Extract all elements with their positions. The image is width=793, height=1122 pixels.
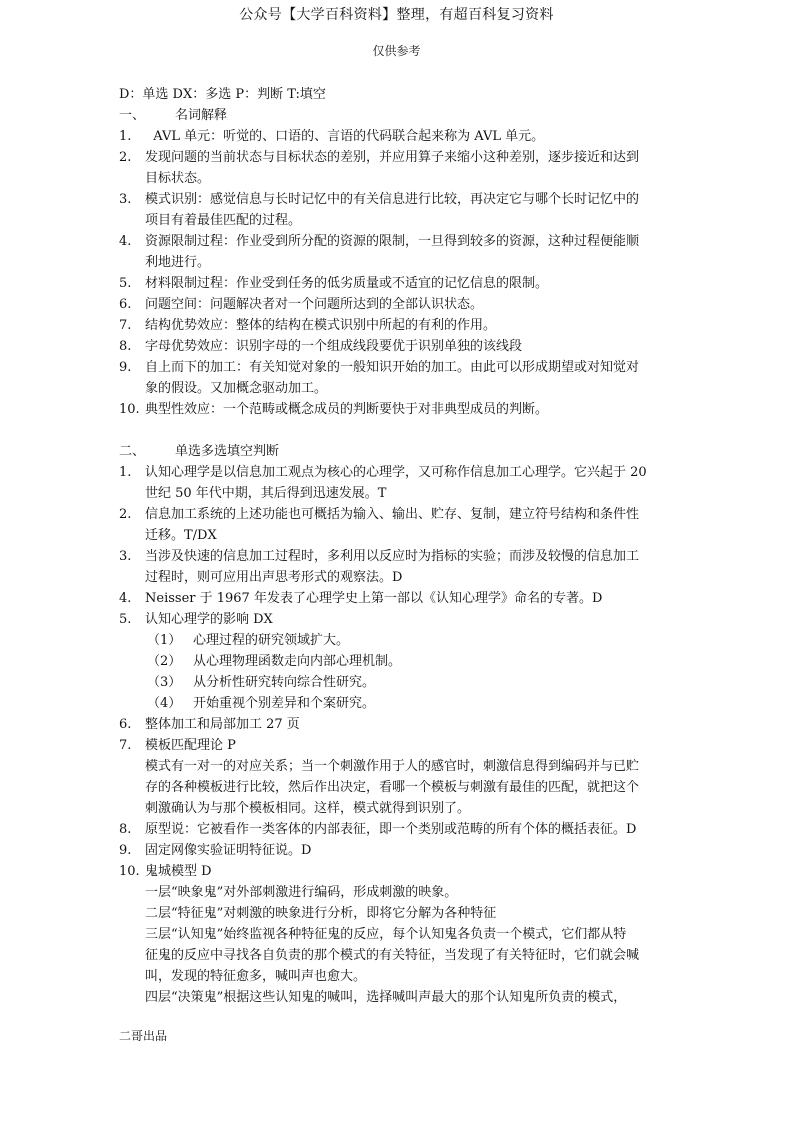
question-number: 4. — [119, 591, 132, 606]
definition-item — [119, 294, 679, 315]
definition-text: 模式识别：感觉信息与长时记忆中的有关信息进行比较，再决定它与哪个长时记忆中的 — [145, 192, 640, 207]
definition-number: 5. — [119, 276, 132, 291]
definition-item — [119, 336, 679, 357]
definition-text: 利地进行。 — [145, 255, 211, 270]
section-1-number: 一、 — [119, 108, 146, 123]
definition-text: 字母优势效应：识别字母的一个组成线段要优于识别单独的该线段 — [145, 339, 523, 354]
definition-text: 象的假设。又加概念驱动加工。 — [145, 381, 328, 396]
question-item — [119, 462, 679, 504]
explanation-paragraph — [119, 756, 679, 819]
question-text: 信息加工系统的上述功能也可概括为输入、输出、贮存、复制，建立符号结构和条件性 — [145, 507, 640, 522]
question-text: 固定网像实验证明特征说。D — [145, 843, 312, 858]
question-number: 5. — [119, 612, 132, 627]
definition-item — [119, 126, 679, 147]
question-text: 原型说：它被看作一类客体的内部表征，即一个类别或范畴的所有个体的概括表征。D — [145, 822, 637, 837]
definition-text: 材料限制过程：作业受到任务的低劣质量或不适宜的记忆信息的限制。 — [145, 276, 549, 291]
question-text: 认知心理学的影响 DX — [145, 612, 273, 627]
paragraph-line: 刺激确认为与那个模板相同。这样，模式就得到识别了。 — [145, 801, 471, 816]
paragraph-line: 三层“认知鬼”始终监视各种特征鬼的反应，每个认知鬼各负责一个模式，它们都从特 — [145, 927, 627, 942]
definition-text: 资源限制过程：作业受到所分配的资源的限制，一旦得到较多的资源，这种过程便能顺 — [145, 234, 640, 249]
definition-number: 4. — [119, 234, 132, 249]
paragraph-line: 征鬼的反应中寻找各自负责的那个模式的有关特征，当发现了有关特征时，它们就会喊 — [145, 948, 640, 963]
sub-item — [119, 672, 679, 693]
question-text: 整体加工和局部加工 27 页 — [145, 717, 300, 732]
question-text: Neisser 于 1967 年发表了心理学史上第一部以《认知心理学》命名的专著。D — [145, 591, 603, 606]
question-item — [119, 714, 679, 735]
explanation-paragraph — [119, 882, 679, 1008]
question-item — [119, 588, 679, 609]
sub-item-number: （4） — [147, 696, 182, 711]
section-1-title: 名词解释 — [175, 108, 228, 123]
question-number: 6. — [119, 717, 132, 732]
definition-text: 自上而下的加工：有关知觉对象的一般知识开始的加工。由此可以形成期望或对知觉对 — [145, 360, 640, 375]
sub-item-text: 从分析性研究转向综合性研究。 — [193, 675, 376, 690]
definition-item — [119, 147, 679, 189]
definition-item — [119, 189, 679, 231]
question-text: 过程时，则可应用出声思考形式的观察法。D — [145, 570, 403, 585]
definition-number: 8. — [119, 339, 132, 354]
question-item — [119, 735, 679, 756]
sub-item-text: 心理过程的研究领域扩大。 — [193, 633, 350, 648]
definition-text: 问题空间：问题解决者对一个问题所达到的全部认识状态。 — [145, 297, 484, 312]
section-1-list — [119, 126, 679, 420]
sub-item-text: 从心理物理函数走向内部心理机制。 — [193, 654, 402, 669]
sub-item — [119, 693, 679, 714]
definition-number: 3. — [119, 192, 132, 207]
question-number: 2. — [119, 507, 132, 522]
question-item — [119, 861, 679, 882]
spacer — [119, 420, 679, 441]
question-text: 世纪 50 年代中期，其后得到迅速发展。T — [145, 486, 387, 501]
sub-item-number: （1） — [147, 633, 182, 648]
definition-number: 9. — [119, 360, 132, 375]
paragraph-line: 四层“决策鬼”根据这些认知鬼的喊叫，选择喊叫声最大的那个认知鬼所负责的模式， — [145, 990, 627, 1005]
question-text: 认知心理学是以信息加工观点为核心的心理学，又可称作信息加工心理学。它兴起于 20 — [145, 465, 647, 480]
question-item — [119, 840, 679, 861]
definition-number: 2. — [119, 150, 132, 165]
page-footer: 二哥出品 — [119, 1029, 168, 1043]
definition-item — [119, 357, 679, 399]
question-number: 7. — [119, 738, 132, 753]
section-2-number: 二、 — [119, 444, 146, 459]
question-text: 当涉及快速的信息加工过程时，多利用以反应时为指标的实验；而涉及较慢的信息加工 — [145, 549, 640, 564]
definition-text: AVL 单元：听觉的、口语的、言语的代码联合起来称为 AVL 单元。 — [145, 129, 545, 144]
definition-text: 项目有着最佳匹配的过程。 — [145, 213, 302, 228]
document-body — [119, 84, 679, 1008]
question-item — [119, 504, 679, 546]
paragraph-line: 存的各种模板进行比较，然后作出决定，看哪一个模板与刺激有最佳的匹配，就把这个 — [145, 780, 640, 795]
question-number: 9. — [119, 843, 132, 858]
section-2-title: 单选多选填空判断 — [175, 444, 280, 459]
definition-text: 目标状态。 — [145, 171, 211, 186]
definition-item — [119, 231, 679, 273]
question-text: 鬼城模型 D — [145, 864, 212, 879]
sub-item — [119, 630, 679, 651]
paragraph-line: 模式有一对一的对应关系；当一个刺激作用于人的感官时，刺激信息得到编码并与已贮 — [145, 759, 640, 774]
sub-item-number: （3） — [147, 675, 182, 690]
definition-number: 6. — [119, 297, 132, 312]
paragraph-line: 一层“映象鬼”对外部刺激进行编码，形成刺激的映象。 — [145, 885, 458, 900]
question-item — [119, 546, 679, 588]
paragraph-line: 叫，发现的特征愈多，喊叫声也愈大。 — [145, 969, 367, 984]
definition-number: 7. — [119, 318, 132, 333]
section-2-heading — [119, 441, 679, 462]
definition-item — [119, 273, 679, 294]
question-text: 模板匹配理论 P — [145, 738, 236, 753]
question-number: 8. — [119, 822, 132, 837]
definition-number: 1. — [119, 129, 132, 144]
definition-text: 典型性效应：一个范畴或概念成员的判断要快于对非典型成员的判断。 — [145, 402, 549, 417]
sub-item-number: （2） — [147, 654, 182, 669]
sub-item — [119, 651, 679, 672]
definition-number: 10. — [119, 402, 140, 417]
question-number: 3. — [119, 549, 132, 564]
page-subheader: 仅供参考 — [372, 44, 421, 58]
question-item — [119, 609, 679, 630]
question-text: 迁移。T/DX — [145, 528, 217, 543]
legend-line: D：单选 DX：多选 P：判断 T:填空 — [119, 87, 326, 102]
definition-item — [119, 399, 679, 420]
sub-item-text: 开始重视个别差异和个案研究。 — [193, 696, 376, 711]
question-number: 1. — [119, 465, 132, 480]
definition-item — [119, 315, 679, 336]
paragraph-line: 二层“特征鬼”对刺激的映象进行分析，即将它分解为各种特征 — [145, 906, 497, 921]
question-number: 10. — [119, 864, 140, 879]
definition-text: 发现问题的当前状态与目标状态的差别，并应用算子来缩小这种差别，逐步接近和达到 — [145, 150, 640, 165]
question-item — [119, 819, 679, 840]
section-1-heading — [119, 105, 679, 126]
definition-text: 结构优势效应：整体的结构在模式识别中所起的有利的作用。 — [145, 318, 497, 333]
page-header: 公众号【大学百科资料】整理，有超百科复习资料 — [239, 7, 554, 23]
